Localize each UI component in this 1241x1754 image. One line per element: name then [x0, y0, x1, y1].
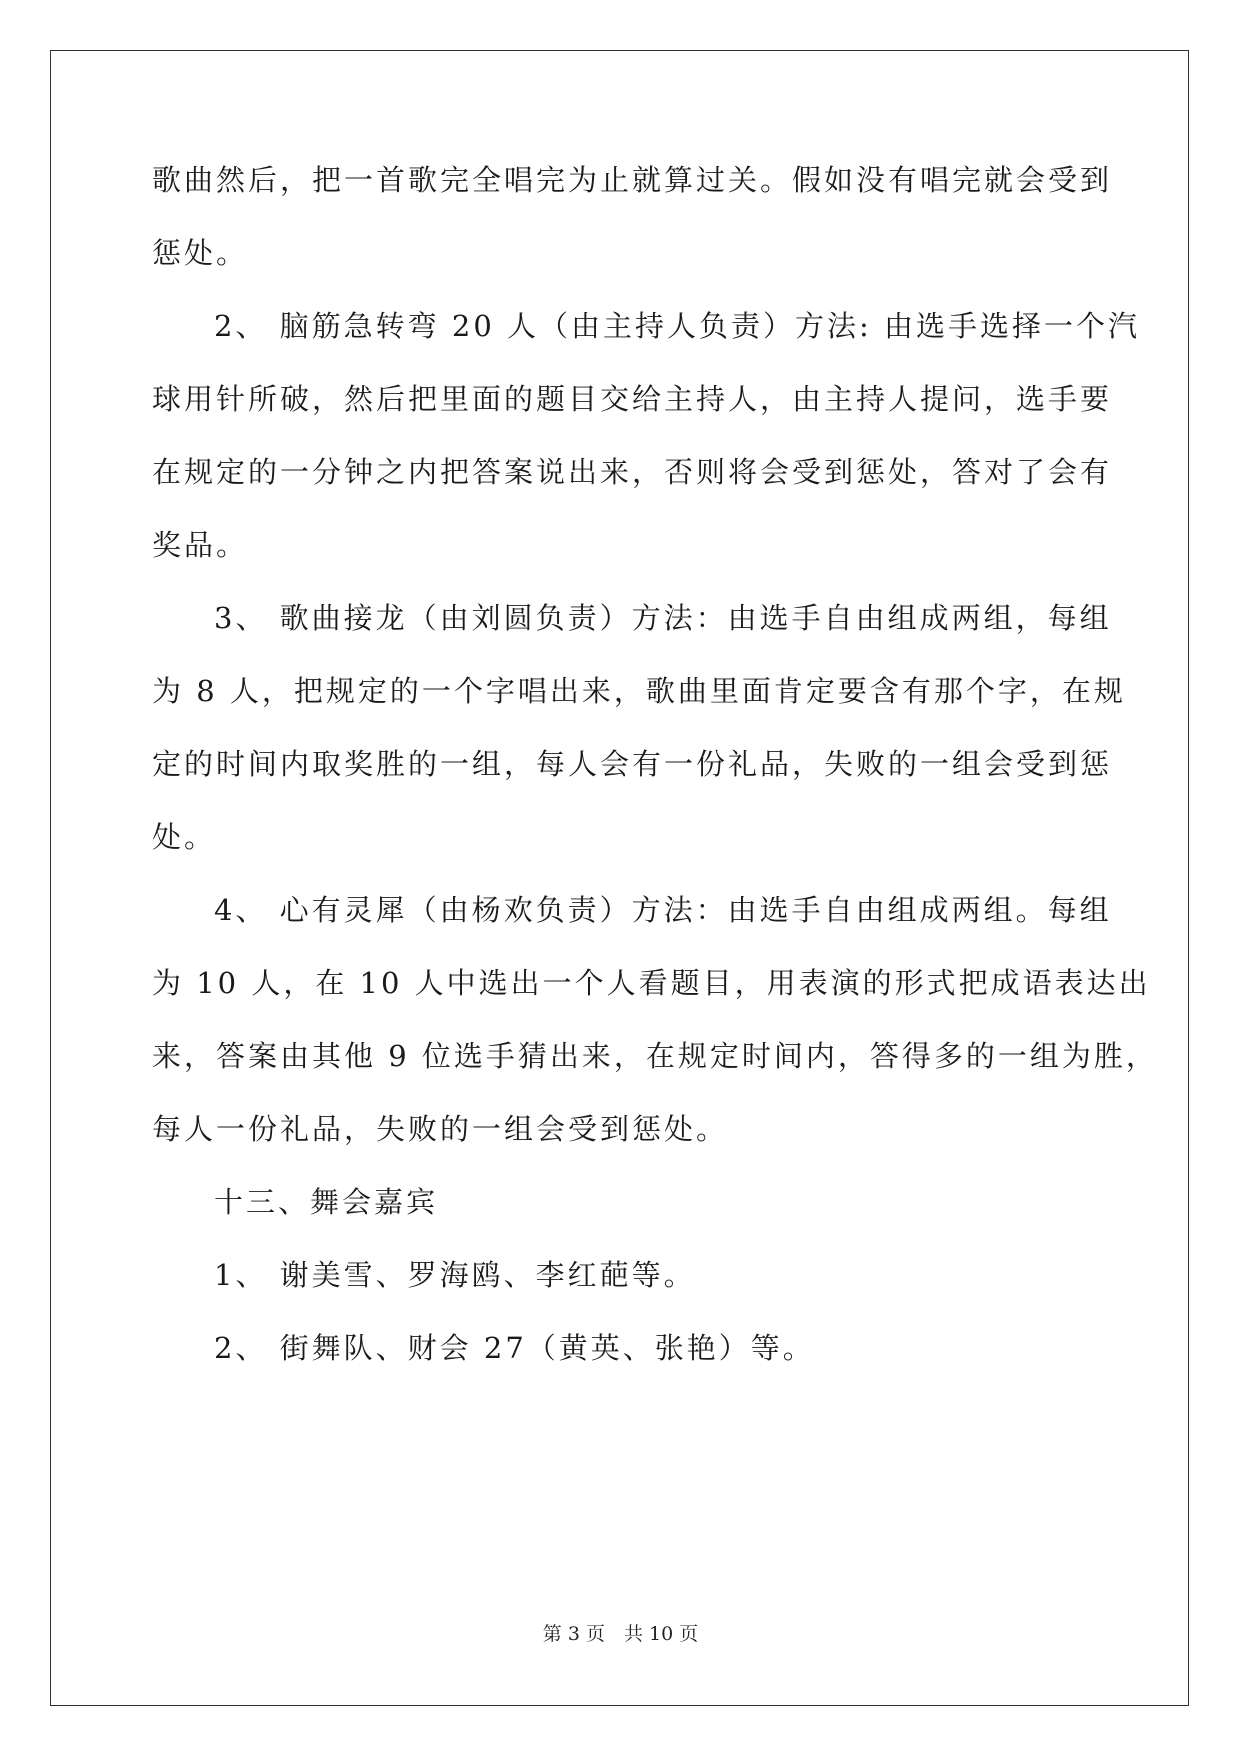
section-heading: 十三、舞会嘉宾 [214, 1185, 439, 1219]
page-number: 第 3 页 共 10 页 [542, 1623, 699, 1645]
text-line: 来，答案由其他 9 位选手猜出来，在规定时间内，答得多的一组为胜， [152, 1039, 1158, 1073]
text-line: 定的时间内取奖胜的一组，每人会有一份礼品，失败的一组会受到惩 [152, 747, 1113, 781]
text-line: 歌曲然后，把一首歌完全唱完为止就算过关。假如没有唱完就会受到 [152, 163, 1113, 197]
text-line: 球用针所破，然后把里面的题目交给主持人，由主持人提问，选手要 [152, 382, 1113, 416]
page-border [50, 50, 1189, 1706]
text-line: 处。 [152, 820, 217, 854]
text-line: 为 10 人，在 10 人中选出一个人看题目，用表演的形式把成语表达出 [152, 966, 1151, 1000]
text-line: 为 8 人，把规定的一个字唱出来，歌曲里面肯定要含有那个字，在规 [152, 674, 1126, 708]
text-line: 2、 脑筋急转弯 20 人（由主持人负责）方法: 由选手选择一个汽 [214, 309, 1140, 343]
list-item: 1、 谢美雪、罗海鸥、李红葩等。 [214, 1258, 696, 1292]
text-line: 4、 心有灵犀（由杨欢负责）方法：由选手自由组成两组。每组 [214, 893, 1112, 927]
text-line: 惩处。 [152, 236, 249, 270]
text-line: 在规定的一分钟之内把答案说出来，否则将会受到惩处，答对了会有 [152, 455, 1113, 489]
list-item: 2、 街舞队、财会 27（黄英、张艳）等。 [214, 1331, 815, 1365]
text-line: 每人一份礼品，失败的一组会受到惩处。 [152, 1112, 729, 1146]
text-line: 3、 歌曲接龙（由刘圆负责）方法：由选手自由组成两组，每组 [214, 601, 1112, 635]
text-line: 奖品。 [152, 528, 249, 562]
